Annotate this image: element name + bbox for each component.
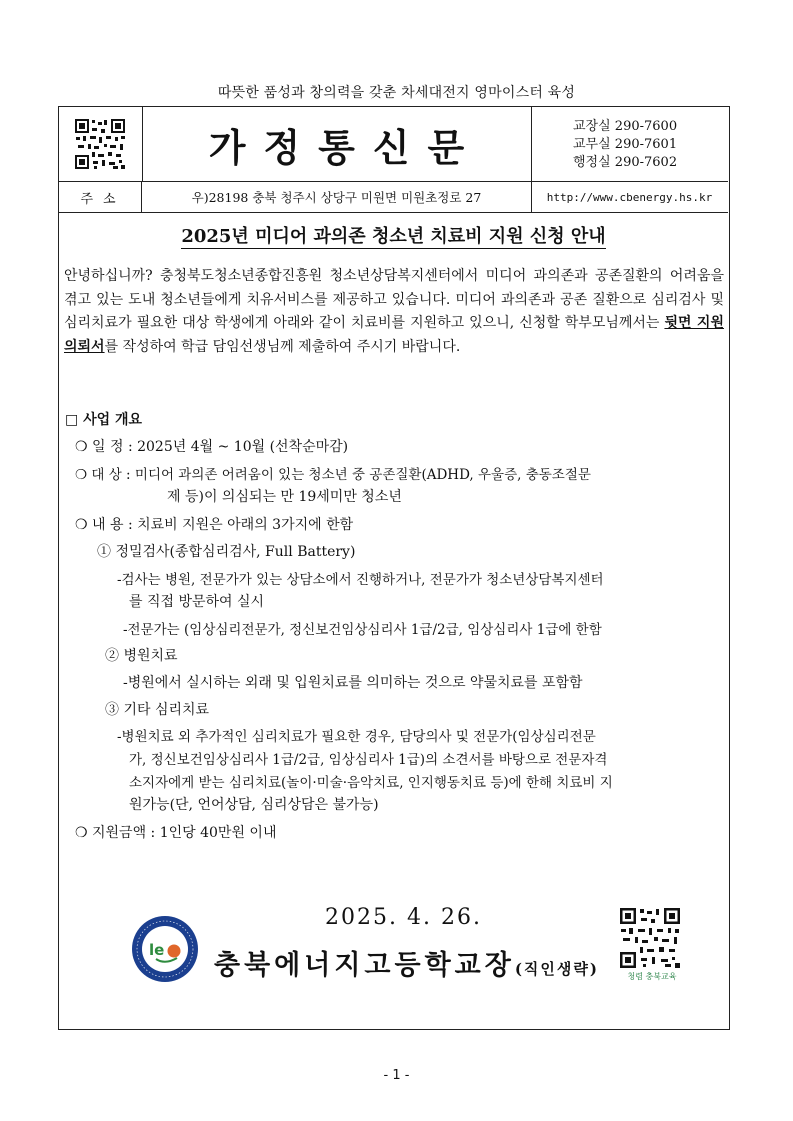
address-label: 주소 xyxy=(59,182,142,212)
school-website-link[interactable]: http://www.cbenergy.hs.kr xyxy=(546,190,713,204)
header-row xyxy=(59,107,728,182)
item3-detail-1: -병원치료 외 추가적인 심리치료가 필요한 경우, 담당의사 및 전문가(임상심리전문 xyxy=(117,729,596,745)
address-value: 우)28198 충북 청주시 상당구 미원면 미원초정로 27 xyxy=(142,182,532,212)
qr-cell xyxy=(59,107,143,181)
intro-text-after: 를 작성하여 학급 담임선생님께 제출하여 주시기 바랍니다. xyxy=(104,338,461,355)
document-title xyxy=(59,222,728,248)
title-cell xyxy=(142,107,532,181)
item2-detail: -병원에서 실시하는 외래 및 입원치료를 의미하는 것으로 약물치료를 포함함 xyxy=(123,675,583,691)
item1-detail-2: 를 직접 방문하여 실시 xyxy=(129,594,265,610)
newsletter-title: 가정통신문 xyxy=(208,125,483,170)
school-slogan: 따뜻한 품성과 창의력을 갖춘 차세대전지 영마이스터 육성 xyxy=(217,85,576,101)
amount-line: ❍ 지원금액 : 1인당 40만원 이내 xyxy=(75,825,277,841)
item1-detail-3: -전문가는 (임상심리전문가, 정신보건임상심리사 1급/2급, 임상심리사 1급에 한함 xyxy=(123,622,602,638)
item3-title: ③ 기타 심리치료 xyxy=(105,702,210,718)
phone-admin: 행정실 290-7602 xyxy=(573,155,678,170)
item3-detail-4: 원가능(단, 언어상담, 심리상담은 불가능) xyxy=(129,797,379,813)
principal-signature xyxy=(214,943,599,982)
intro-text-before: 안녕하십니까? 충청북도청소년종합진흥원 청소년상담복지센터에서 미디어 과의존과 공존질환의 어려움을 겪고 있는 도내 청소년들에게 치유서비스를 제공하고 있습니다. 미디어 과의존과 공존 질환으로 심리검사 및 심리치료가 필요한 대상 학생에게 아래와 같이 치료비를 지원하고 있으니, 신청할 학부모님께서는 xyxy=(64,268,724,331)
item3-detail-3: 소지자에게 받는 심리치료(놀이·미술·음악치료, 인지행동치료 등)에 한해 치료비 지 xyxy=(129,775,613,791)
page-number: - 1 - xyxy=(383,1068,410,1083)
intro-emphasis: 뒷면 지원 의뢰서 xyxy=(64,315,724,355)
phone-principal: 교장실 290-7600 xyxy=(573,119,678,134)
section-heading: □ 사업 개요 xyxy=(65,412,143,428)
issue-date: 2025. 4. 26. xyxy=(325,905,482,930)
target-line-1: ❍ 대 상 : 미디어 과의존 어려움이 있는 청소년 중 공존질환(ADHD, 우울증, 충동조절문 xyxy=(75,467,591,483)
item1-detail-1: -검사는 병원, 전문가가 있는 상담소에서 진행하거나, 전문가가 청소년상담복지센터 xyxy=(117,572,604,588)
phone-academic: 교무실 290-7601 xyxy=(573,137,678,152)
document-title-text: 2025년 미디어 과의존 청소년 치료비 지원 신청 안내 xyxy=(181,226,606,247)
address-row xyxy=(59,182,728,213)
intro-paragraph xyxy=(64,265,724,359)
item2-title: ② 병원치료 xyxy=(105,648,178,664)
principal-name: 충북에너지고등학교장 xyxy=(214,950,515,981)
integrity-qr-icon[interactable] xyxy=(619,907,681,969)
item1-title: ① 정밀검사(종합심리검사, Full Battery) xyxy=(97,544,356,560)
newsletter-frame xyxy=(58,106,730,1030)
svg-text:le: le xyxy=(149,941,165,959)
target-line-2: 제 등)이 의심되는 만 19세미만 청소년 xyxy=(167,489,402,505)
qr-caption: 청렴 충북교육 xyxy=(627,972,677,981)
content-line: ❍ 내 용 : 치료비 지원은 아래의 3가지에 한함 xyxy=(75,517,354,533)
school-qr-icon[interactable] xyxy=(74,118,126,170)
period-line: ❍ 일 정 : 2025년 4월 ~ 10월 (선착순마감) xyxy=(75,439,349,455)
seal-omitted-note: (직인생략) xyxy=(514,960,599,978)
item3-detail-2: 가, 정신보건임상심리사 1급/2급, 임상심리사 1급)의 소견서를 바탕으로 전문자격 xyxy=(129,752,608,768)
phone-list xyxy=(531,107,728,181)
